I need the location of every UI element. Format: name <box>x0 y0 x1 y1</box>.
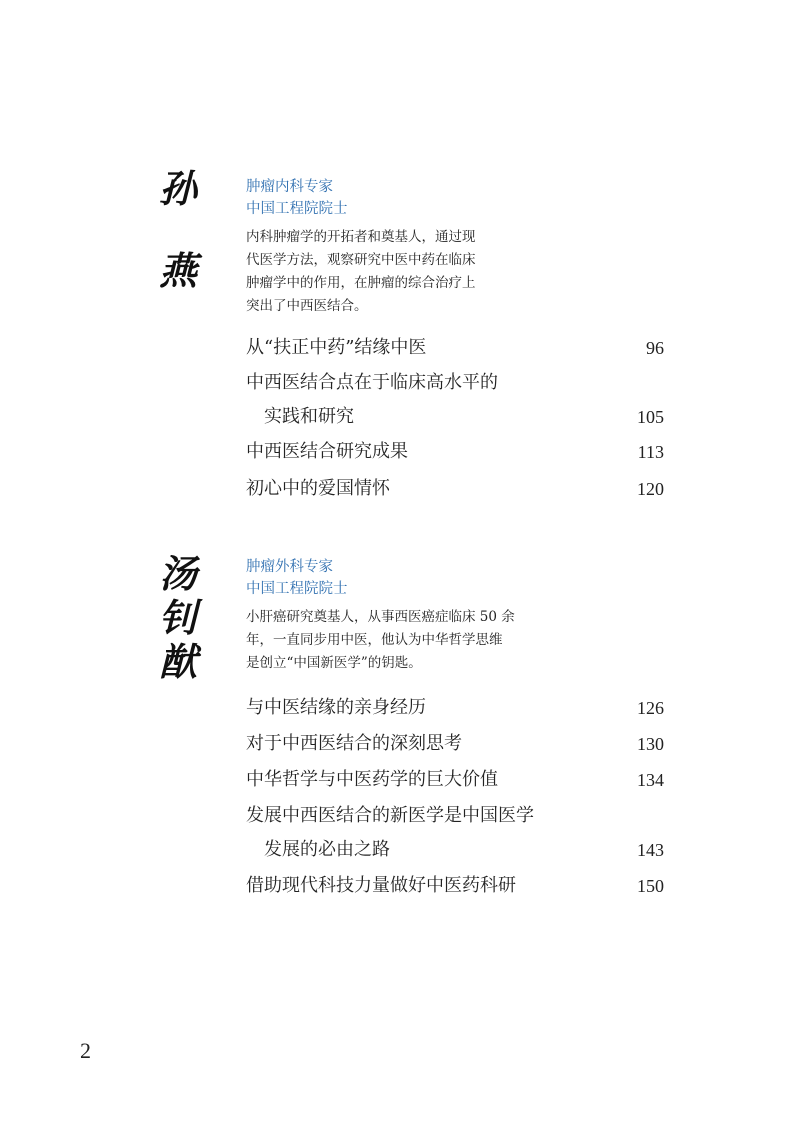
toc-entry[interactable] <box>246 873 664 899</box>
toc-entry[interactable] <box>246 695 664 721</box>
description-line: 是创立“中国新医学”的钥匙。 <box>246 655 422 671</box>
academician-title: 中国工程院院士 <box>246 201 348 217</box>
description-line: 突出了中西医结合。 <box>246 298 368 314</box>
toc-entry[interactable] <box>246 767 664 793</box>
toc-entry-page: 96 <box>646 338 664 358</box>
toc-entry[interactable] <box>246 335 664 361</box>
signature-char: 燕 <box>158 248 197 293</box>
toc-entry-page: 126 <box>637 698 664 718</box>
toc-entry-page: 105 <box>637 407 664 427</box>
description-line: 肿瘤学中的作用，在肿瘤的综合治疗上 <box>246 275 476 291</box>
description-line: 代医学方法，观察研究中医中药在临床 <box>246 252 476 268</box>
signature-char: 孙 <box>158 166 197 211</box>
toc-entry-label: 发展的必由之路 <box>264 839 390 860</box>
toc-entry-label: 发展中西医结合的新医学是中国医学 <box>246 805 534 826</box>
signature-sun-yan <box>148 166 208 293</box>
signature-tang-zhaoyou <box>148 551 208 684</box>
expert-description <box>246 226 568 318</box>
toc-entry-label: 借助现代科技力量做好中医药科研 <box>246 875 516 896</box>
signature-char: 汤 <box>158 551 197 596</box>
toc-entry-label: 中西医结合研究成果 <box>246 441 408 462</box>
toc-entry-page: 113 <box>637 442 664 462</box>
toc-entry[interactable] <box>246 476 664 502</box>
toc-entry-continuation[interactable] <box>246 837 664 863</box>
toc-entry-page: 150 <box>637 876 664 896</box>
toc-entry-page: 134 <box>637 770 664 790</box>
toc-entry-page: 143 <box>637 840 664 860</box>
toc-entry-label: 中华哲学与中医药学的巨大价值 <box>246 769 498 790</box>
toc-entry-label: 中西医结合点在于临床高水平的 <box>246 372 498 393</box>
toc-entry-label: 对于中西医结合的深刻思考 <box>246 733 462 754</box>
toc-entry-label: 初心中的爱国情怀 <box>246 478 390 499</box>
description-line: 内科肿瘤学的开拓者和奠基人，通过现 <box>246 229 476 245</box>
toc-entry[interactable] <box>246 803 664 829</box>
expert-title: 肿瘤内科专家 <box>246 179 333 195</box>
description-line: 小肝癌研究奠基人，从事西医癌症临床 50 余 <box>246 609 515 625</box>
toc-entry[interactable] <box>246 439 664 465</box>
toc-entry-page: 130 <box>637 734 664 754</box>
toc-entry[interactable] <box>246 731 664 757</box>
page-number: 2 <box>80 1038 91 1063</box>
description-line: 年，一直同步用中医，他认为中华哲学思维 <box>246 632 503 648</box>
toc-entry-label: 与中医结缘的亲身经历 <box>246 697 426 718</box>
signature-char: 钊 <box>158 595 197 640</box>
toc-entry-page: 120 <box>637 479 664 499</box>
toc-entry-label: 实践和研究 <box>264 406 354 427</box>
expert-title: 肿瘤外科专家 <box>246 559 333 575</box>
toc-entry-label: 从“扶正中药”结缘中医 <box>246 337 427 358</box>
toc-entry-continuation[interactable] <box>246 404 664 430</box>
academician-title: 中国工程院院士 <box>246 581 348 597</box>
expert-description <box>246 606 568 675</box>
toc-entry[interactable] <box>246 370 664 396</box>
signature-char: 猷 <box>158 639 197 684</box>
